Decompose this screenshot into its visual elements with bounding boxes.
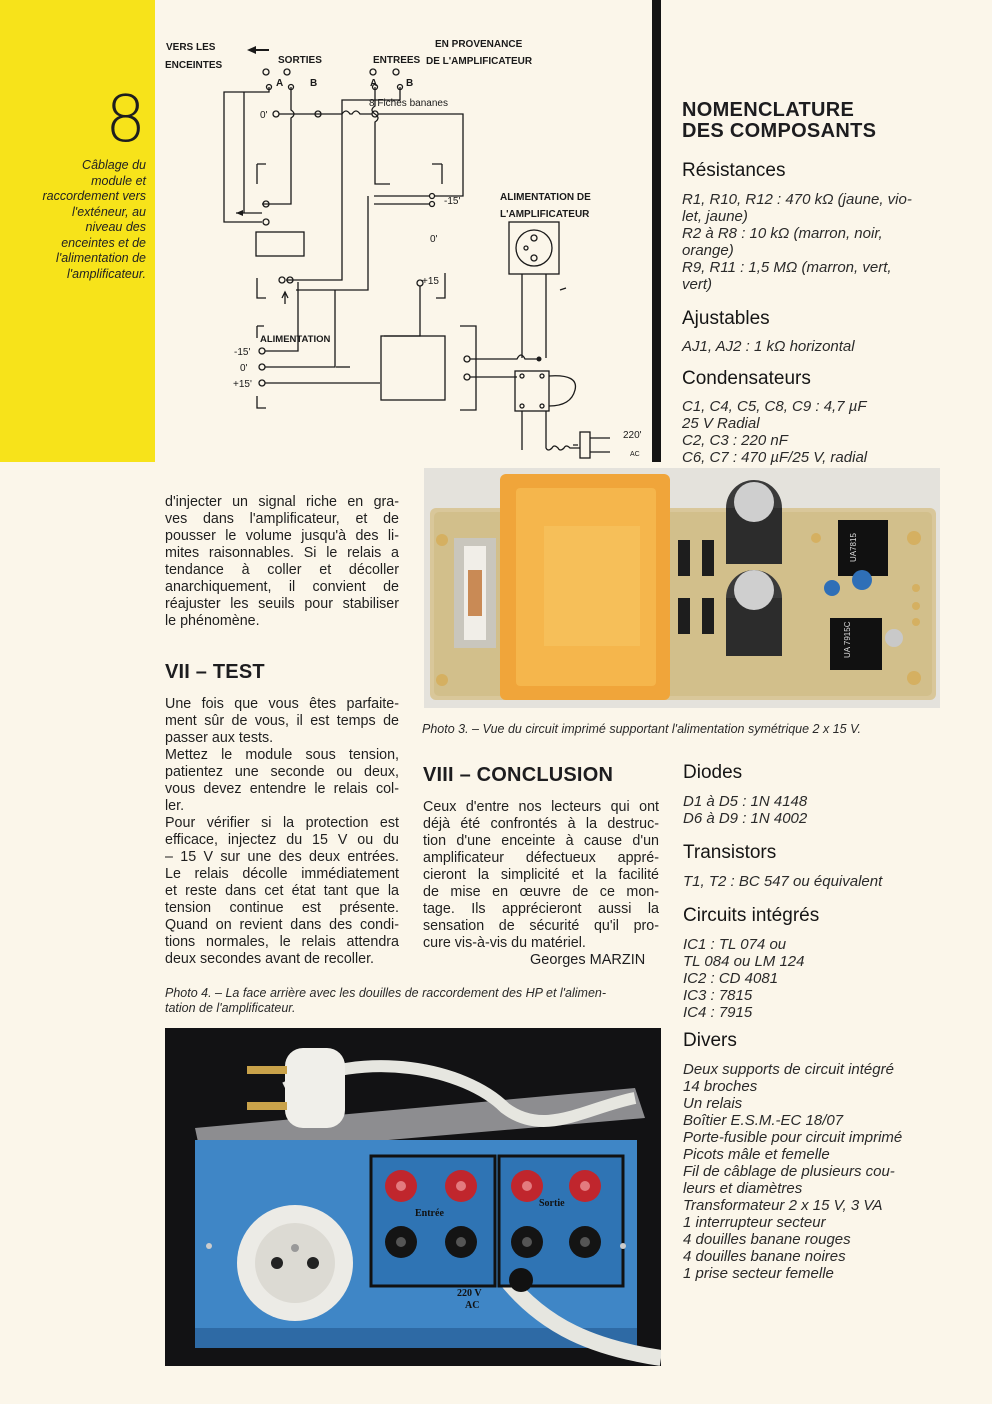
text-line: vous devez entendre le relais col- — [165, 781, 399, 797]
schematic-label-0-mid: 0' — [430, 234, 438, 245]
figure-caption-line: module et — [91, 173, 146, 188]
schematic-label-220: 220' — [623, 430, 642, 441]
conclusion-heading: VIII – CONCLUSION — [423, 764, 614, 786]
list-item: vert) — [682, 276, 712, 293]
list-item: R1, R10, R12 : 470 kΩ (jaune, vio- — [682, 191, 912, 208]
list-item: D1 à D5 : 1N 4148 — [683, 793, 808, 810]
schematic-label-p15: +15 — [422, 276, 439, 287]
author-signature: Georges MARZIN — [530, 952, 646, 968]
label-220v: 220 V — [457, 1288, 482, 1299]
list-item: Picots mâle et femelle — [683, 1146, 830, 1163]
circuits-section — [683, 905, 923, 1021]
list-item: Transformateur 2 x 15 V, 3 VA — [683, 1197, 883, 1214]
text-line: de mise en œuvre de ce mon- — [423, 884, 659, 900]
transistors-heading: Transistors — [683, 842, 777, 863]
schematic-label-ac: AC — [630, 451, 640, 458]
list-item: 25 V Radial — [682, 415, 760, 432]
text-line: d'injecter un signal riche en gra- — [165, 494, 399, 510]
list-item: 1 prise secteur femelle — [683, 1265, 834, 1282]
figure-caption-line: l'exténeur, au — [72, 204, 146, 219]
text-line: ler. — [165, 798, 185, 814]
text-line: et reste dans cet état tant que la — [165, 883, 399, 899]
text-line: pousser le volume jusqu'à des li- — [165, 528, 399, 544]
list-item: 4 douilles banane rouges — [683, 1231, 851, 1248]
resistances-section — [682, 160, 922, 293]
figure-caption-line: Câblage du — [82, 158, 146, 172]
text-line: Une fois que vous êtes parfaite- — [165, 696, 399, 712]
schematic-label-pin-p15: +15' — [233, 379, 252, 390]
condensateurs-heading: Condensateurs — [682, 368, 811, 389]
schematic-label-entrees: ENTREES — [373, 55, 421, 66]
text-line: – 15 V sur une des deux entrées. — [165, 849, 399, 865]
list-item: Un relais — [683, 1095, 743, 1112]
list-item: C1, C4, C5, C8, C9 : 4,7 µF — [682, 398, 867, 415]
resistances-list — [682, 191, 922, 293]
list-item: IC1 : TL 074 ou — [683, 936, 787, 953]
list-item: Boîtier E.S.M.-EC 18/07 — [683, 1112, 844, 1129]
divers-section — [683, 1030, 923, 1282]
diodes-section — [683, 762, 923, 827]
list-item: R2 à R8 : 10 kΩ (marron, noir, — [682, 225, 883, 242]
ic-marking-7915: UA 7915C — [843, 621, 852, 658]
nomenclature-title — [682, 100, 876, 142]
figure-caption — [8, 158, 146, 282]
schematic-label-alimentation: ALIMENTATION — [260, 334, 331, 345]
schematic-label-0-top: 0' — [260, 110, 268, 121]
list-item: D6 à D9 : 1N 4002 — [683, 810, 808, 827]
figure-caption-line: raccordement vers — [42, 189, 146, 203]
photo4-caption — [165, 986, 606, 1016]
text-line: mites raisonnables. Si le relais a — [165, 545, 399, 561]
list-item: 4 douilles banane noires — [683, 1248, 846, 1265]
nomenclature-title-line: DES COMPOSANTS — [682, 120, 877, 142]
text-line: passer aux tests. — [165, 730, 274, 746]
schematic-label-b2: B — [406, 78, 414, 89]
list-item: 14 broches — [683, 1078, 758, 1095]
test-heading: VII – TEST — [165, 661, 265, 683]
text-line: Quand on revient dans des condi- — [165, 917, 399, 933]
figure-number: 8 — [105, 83, 146, 157]
condensateurs-list — [682, 398, 922, 466]
figure-caption-line: enceintes et de — [61, 235, 146, 250]
schematic-label-b1: B — [310, 78, 318, 89]
schematic-label-pin-0: 0' — [240, 363, 248, 374]
text-line: Ceux d'entre nos lecteurs qui ont — [423, 799, 659, 815]
wiring-schematic — [160, 28, 650, 468]
photo-rear-panel — [165, 1028, 661, 1366]
ajustables-section — [682, 308, 922, 355]
schematic-label-m15: -15' — [444, 196, 461, 207]
schematic-label-enceintes: ENCEINTES — [165, 60, 223, 71]
schematic-label-a1: A — [276, 78, 284, 89]
list-item: C6, C7 : 470 µF/25 V, radial — [682, 449, 868, 466]
figure-caption-line: niveau des — [85, 220, 146, 234]
list-item: Fil de câblage de plusieurs cou- — [683, 1163, 895, 1180]
text-line: cieront la simplicité et la facilité — [423, 867, 659, 883]
list-item: Deux supports de circuit intégré — [683, 1061, 894, 1078]
text-line: tion d'une enceinte à cause d'un — [423, 833, 659, 849]
text-line: anarchiquement, il convient de — [165, 579, 399, 595]
schematic-label-vers-les: VERS LES — [166, 42, 216, 53]
schematic-label-de-lampli: DE L'AMPLIFICATEUR — [426, 56, 533, 67]
test-paragraph — [165, 696, 399, 968]
figure-caption-line: l'alimentation de — [56, 251, 146, 265]
text-line: Le relais décolle immédiatement — [165, 866, 399, 882]
list-item: T1, T2 : BC 547 ou équivalent — [683, 873, 883, 890]
schematic-label-alim-ampli-2: L'AMPLIFICATEUR — [500, 209, 590, 220]
list-item: 1 interrupteur secteur — [683, 1214, 826, 1231]
schematic-label-a2: A — [370, 78, 378, 89]
text-line: tage. Ils apprécieront aussi la — [423, 901, 659, 917]
text-line: efficace, injectez du 15 V ou du — [165, 832, 399, 848]
text-line: sensation de sécurité qu'il pro- — [423, 918, 659, 934]
schematic-label-sorties: SORTIES — [278, 55, 322, 66]
list-item: AJ1, AJ2 : 1 kΩ horizontal — [682, 338, 855, 355]
circuits-list — [683, 936, 923, 1021]
text-line: Pour vérifier si la protection est — [165, 815, 399, 831]
list-item: orange) — [682, 242, 734, 259]
text-line: tension continue est présente. — [165, 900, 399, 916]
label-entree: Entrée — [415, 1208, 444, 1219]
nomenclature-title-line: NOMENCLATURE — [682, 99, 855, 121]
text-line: deux secondes avant de recoller. — [165, 951, 375, 967]
schematic-label-fiches: 8 Fiches bananes — [369, 98, 448, 109]
ajustables-list — [682, 338, 922, 355]
text-line: le phénomène. — [165, 613, 260, 629]
photo-power-supply-board — [424, 468, 940, 708]
circuits-heading: Circuits intégrés — [683, 905, 820, 926]
schematic-label-pin-m15: -15' — [234, 347, 251, 358]
column-divider — [652, 0, 661, 462]
list-item: TL 084 ou LM 124 — [683, 953, 805, 970]
label-sortie: Sortie — [539, 1198, 565, 1209]
transistors-section — [683, 842, 923, 890]
conclusion-paragraph — [423, 799, 659, 952]
figure-caption-line: l'amplificateur. — [66, 266, 146, 281]
photo4-caption-line: Photo 4. – La face arrière avec les douilles de raccordement des HP et l'alimen- — [165, 986, 607, 1000]
diodes-heading: Diodes — [683, 762, 743, 783]
resistances-heading: Résistances — [682, 160, 786, 181]
list-item: R9, R11 : 1,5 MΩ (marron, vert, — [682, 259, 892, 276]
list-item: IC3 : 7815 — [683, 987, 753, 1004]
label-ac: AC — [465, 1300, 480, 1311]
schematic-label-en-provenance: EN PROVENANCE — [435, 39, 523, 50]
text-line: tendance à coller et décoller — [165, 562, 399, 578]
text-line: tions normales, le relais attendra — [165, 934, 399, 950]
condensateurs-section — [682, 368, 922, 466]
list-item: let, jaune) — [682, 208, 748, 225]
ajustables-heading: Ajustables — [682, 308, 770, 329]
divers-list — [683, 1061, 923, 1282]
schematic-label-alim-ampli-1: ALIMENTATION DE — [500, 192, 591, 203]
list-item: C2, C3 : 220 nF — [682, 432, 788, 449]
text-line: patientez une seconde ou deux, — [165, 764, 399, 780]
text-line: ves dans l'amplificateur, et de — [165, 511, 399, 527]
ic-marking-7815: UA7815 — [849, 533, 858, 562]
list-item: IC4 : 7915 — [683, 1004, 753, 1021]
photo4-caption-line: tation de l'amplificateur. — [165, 1001, 296, 1015]
diodes-list — [683, 793, 923, 827]
photo3-caption: Photo 3. – Vue du circuit imprimé supportant l'alimentation symétrique 2 x 15 V. — [422, 722, 861, 736]
text-line: amplificateur défectueux appré- — [423, 850, 659, 866]
text-line: ment sûr de vous, il est temps de — [165, 713, 399, 729]
list-item: IC2 : CD 4081 — [683, 970, 779, 987]
list-item: leurs et diamètres — [683, 1180, 803, 1197]
text-line: réajuster les seuils pour stabiliser — [165, 596, 399, 612]
text-line: cure vis-à-vis du matériel. — [423, 935, 586, 951]
text-line: déjà été confrontés à la destruc- — [423, 816, 659, 832]
text-line: Mettez le module sous tension, — [165, 747, 399, 763]
intro-paragraph — [165, 494, 399, 630]
divers-heading: Divers — [683, 1030, 737, 1051]
transistors-list — [683, 873, 923, 890]
list-item: Porte-fusible pour circuit imprimé — [683, 1129, 903, 1146]
